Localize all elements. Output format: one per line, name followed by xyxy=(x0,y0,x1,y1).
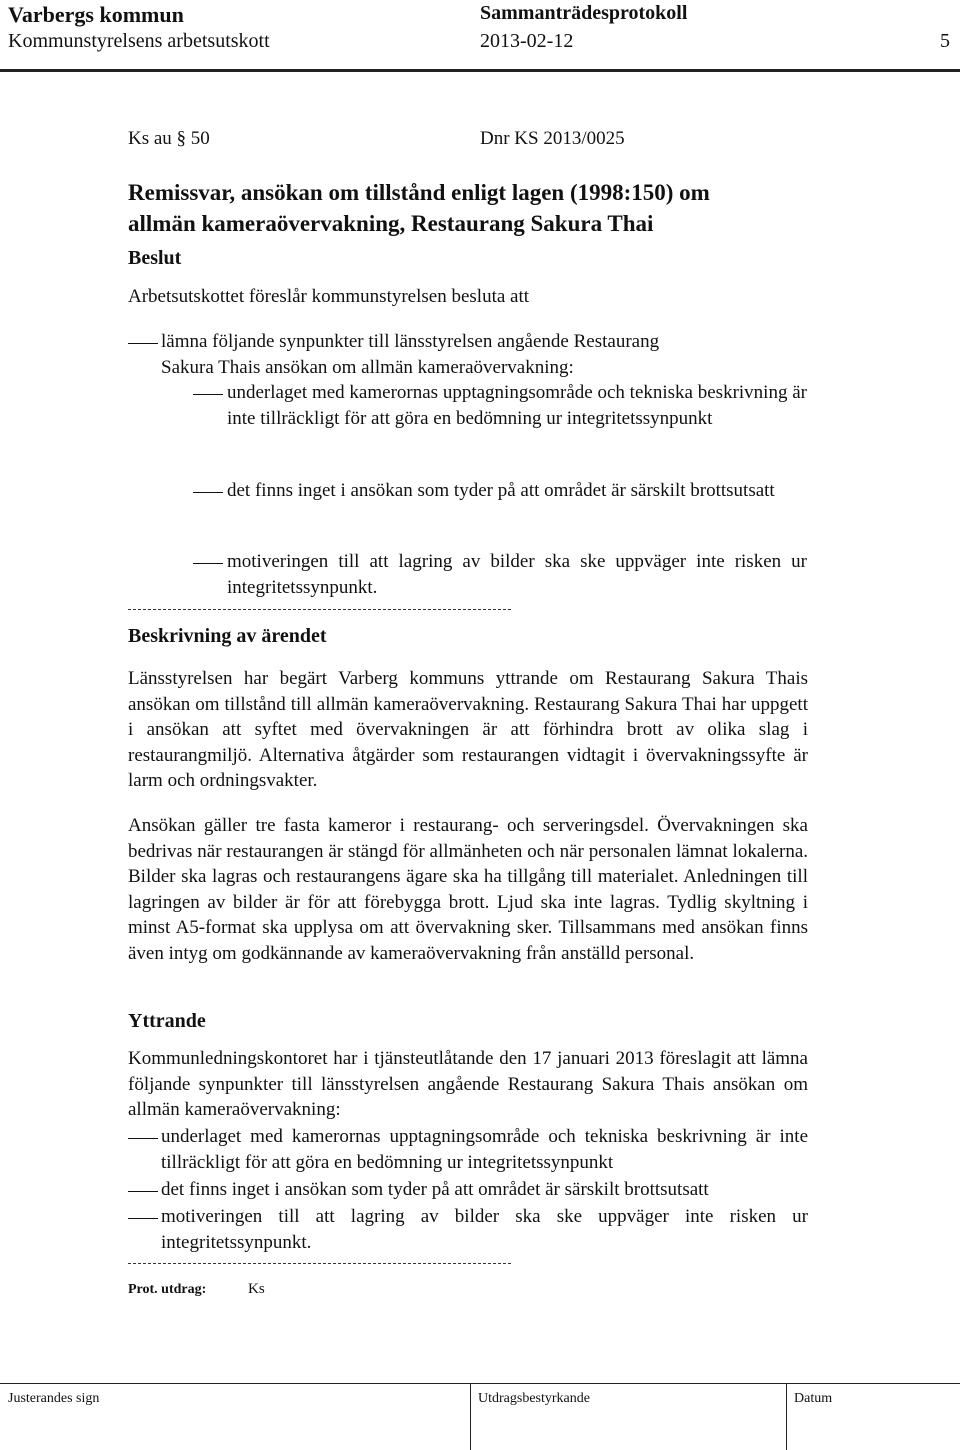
yttrande-bullet-1: underlaget med kamerornas upptagningsområde och tekniska beskrivning är inte tillräckligt för att göra en bedömning ur integritetssynpunkt xyxy=(161,1126,808,1173)
section-divider xyxy=(128,1263,511,1264)
dash-marker xyxy=(128,1218,158,1219)
footer-sign-label: Justerandes sign xyxy=(8,1391,100,1406)
dash-marker xyxy=(193,394,223,395)
document-type: Sammanträdesprotokoll xyxy=(480,2,688,24)
section-divider xyxy=(128,609,511,610)
beslut-subitem-2: det finns inget i ansökan som tyder på att området är särskilt brottsutsatt xyxy=(227,480,775,501)
beslut-intro: Arbetsutskottet föreslår kommunstyrelsen besluta att xyxy=(128,286,530,307)
case-dnr: Dnr KS 2013/0025 xyxy=(480,128,625,149)
footer-certified-label: Utdragsbestyrkande xyxy=(478,1391,590,1406)
beskrivning-heading: Beskrivning av ärendet xyxy=(128,625,327,647)
footer-column-divider xyxy=(470,1383,471,1450)
extract-value: Ks xyxy=(248,1281,265,1297)
dash-marker xyxy=(128,1191,158,1192)
beskrivning-paragraph-2: Ansökan gäller tre fasta kameror i restaurang- och serveringsdel. Övervakningen ska bedrivas när restaurangen är stängd för allmänheten och när personalen lämnat lokalerna. Bilder ska lagras och restaurangens ägare ska ha tillgång till materialet. Anledningen till lagringen av bilder är för att förebygga brott. Ljud ska inte lagras. Tydlig skyltning i minst A5-format ska upplysa om att övervakning sker. Tillsammans med ansökan finns även intyg om godkännande av kameraövervakning från anställd personal. xyxy=(128,815,808,964)
organization-name: Varbergs kommun xyxy=(8,2,184,27)
beslut-item-line-2: Sakura Thais ansökan om allmän kameraövervakning: xyxy=(161,357,574,378)
yttrande-paragraph: Kommunledningskontoret har i tjänsteutlåtande den 17 januari 2013 föreslagit att lämna följande synpunkter till länsstyrelsen angående Restaurang Sakura Thais ansökan om allmän kameraövervakning: xyxy=(128,1048,808,1120)
case-title xyxy=(128,177,828,239)
case-title-line-1: Remissvar, ansökan om tillstånd enligt lagen (1998:150) om xyxy=(128,180,710,205)
yttrande-heading: Yttrande xyxy=(128,1010,206,1032)
dash-marker xyxy=(193,492,223,493)
footer-column-divider xyxy=(786,1383,787,1450)
case-paragraph: Ks au § 50 xyxy=(128,128,210,149)
dash-marker xyxy=(128,1138,158,1139)
beslut-subitem-3: motiveringen till att lagring av bilder ska ske uppväger inte risken ur integritetssynpunkt. xyxy=(227,551,807,598)
beslut-heading: Beslut xyxy=(128,247,182,269)
dash-marker xyxy=(128,343,158,344)
beslut-subitem-1: underlaget med kamerornas upptagningsområde och tekniska beskrivning är inte tillräckligt för att göra en bedömning ur integritetssynpunkt xyxy=(227,382,807,429)
footer-date-label: Datum xyxy=(794,1391,833,1406)
meeting-date: 2013-02-12 xyxy=(480,30,574,52)
header-divider xyxy=(0,69,960,72)
yttrande-bullet-2: det finns inget i ansökan som tyder på att området är särskilt brottsutsatt xyxy=(161,1179,709,1200)
yttrande-bullet-3: motiveringen till att lagring av bilder ska ske uppväger inte risken ur integritetssynpunkt. xyxy=(161,1206,808,1253)
beskrivning-paragraph-1: Länsstyrelsen har begärt Varberg kommuns yttrande om Restaurang Sakura Thais ansökan om tillstånd till allmän kameraövervakning. Restaurang Sakura Thai har uppgett i ansökan att syftet med övervakningen är att förhindra brott av olika slag i restaurangmiljö. Alternativa åtgärder som restaurangen vidtagit i övervakningssyfte är larm och ordningsvakter. xyxy=(128,668,808,791)
case-title-line-2: allmän kameraövervakning, Restaurang Sakura Thai xyxy=(128,211,654,236)
beslut-item-line-1: lämna följande synpunkter till länsstyrelsen angående Restaurang xyxy=(161,331,660,352)
committee-name: Kommunstyrelsens arbetsutskott xyxy=(8,30,270,52)
footer-divider xyxy=(0,1383,960,1384)
dash-marker xyxy=(193,563,223,564)
extract-label: Prot. utdrag: xyxy=(128,1282,207,1297)
page-number: 5 xyxy=(940,30,950,52)
